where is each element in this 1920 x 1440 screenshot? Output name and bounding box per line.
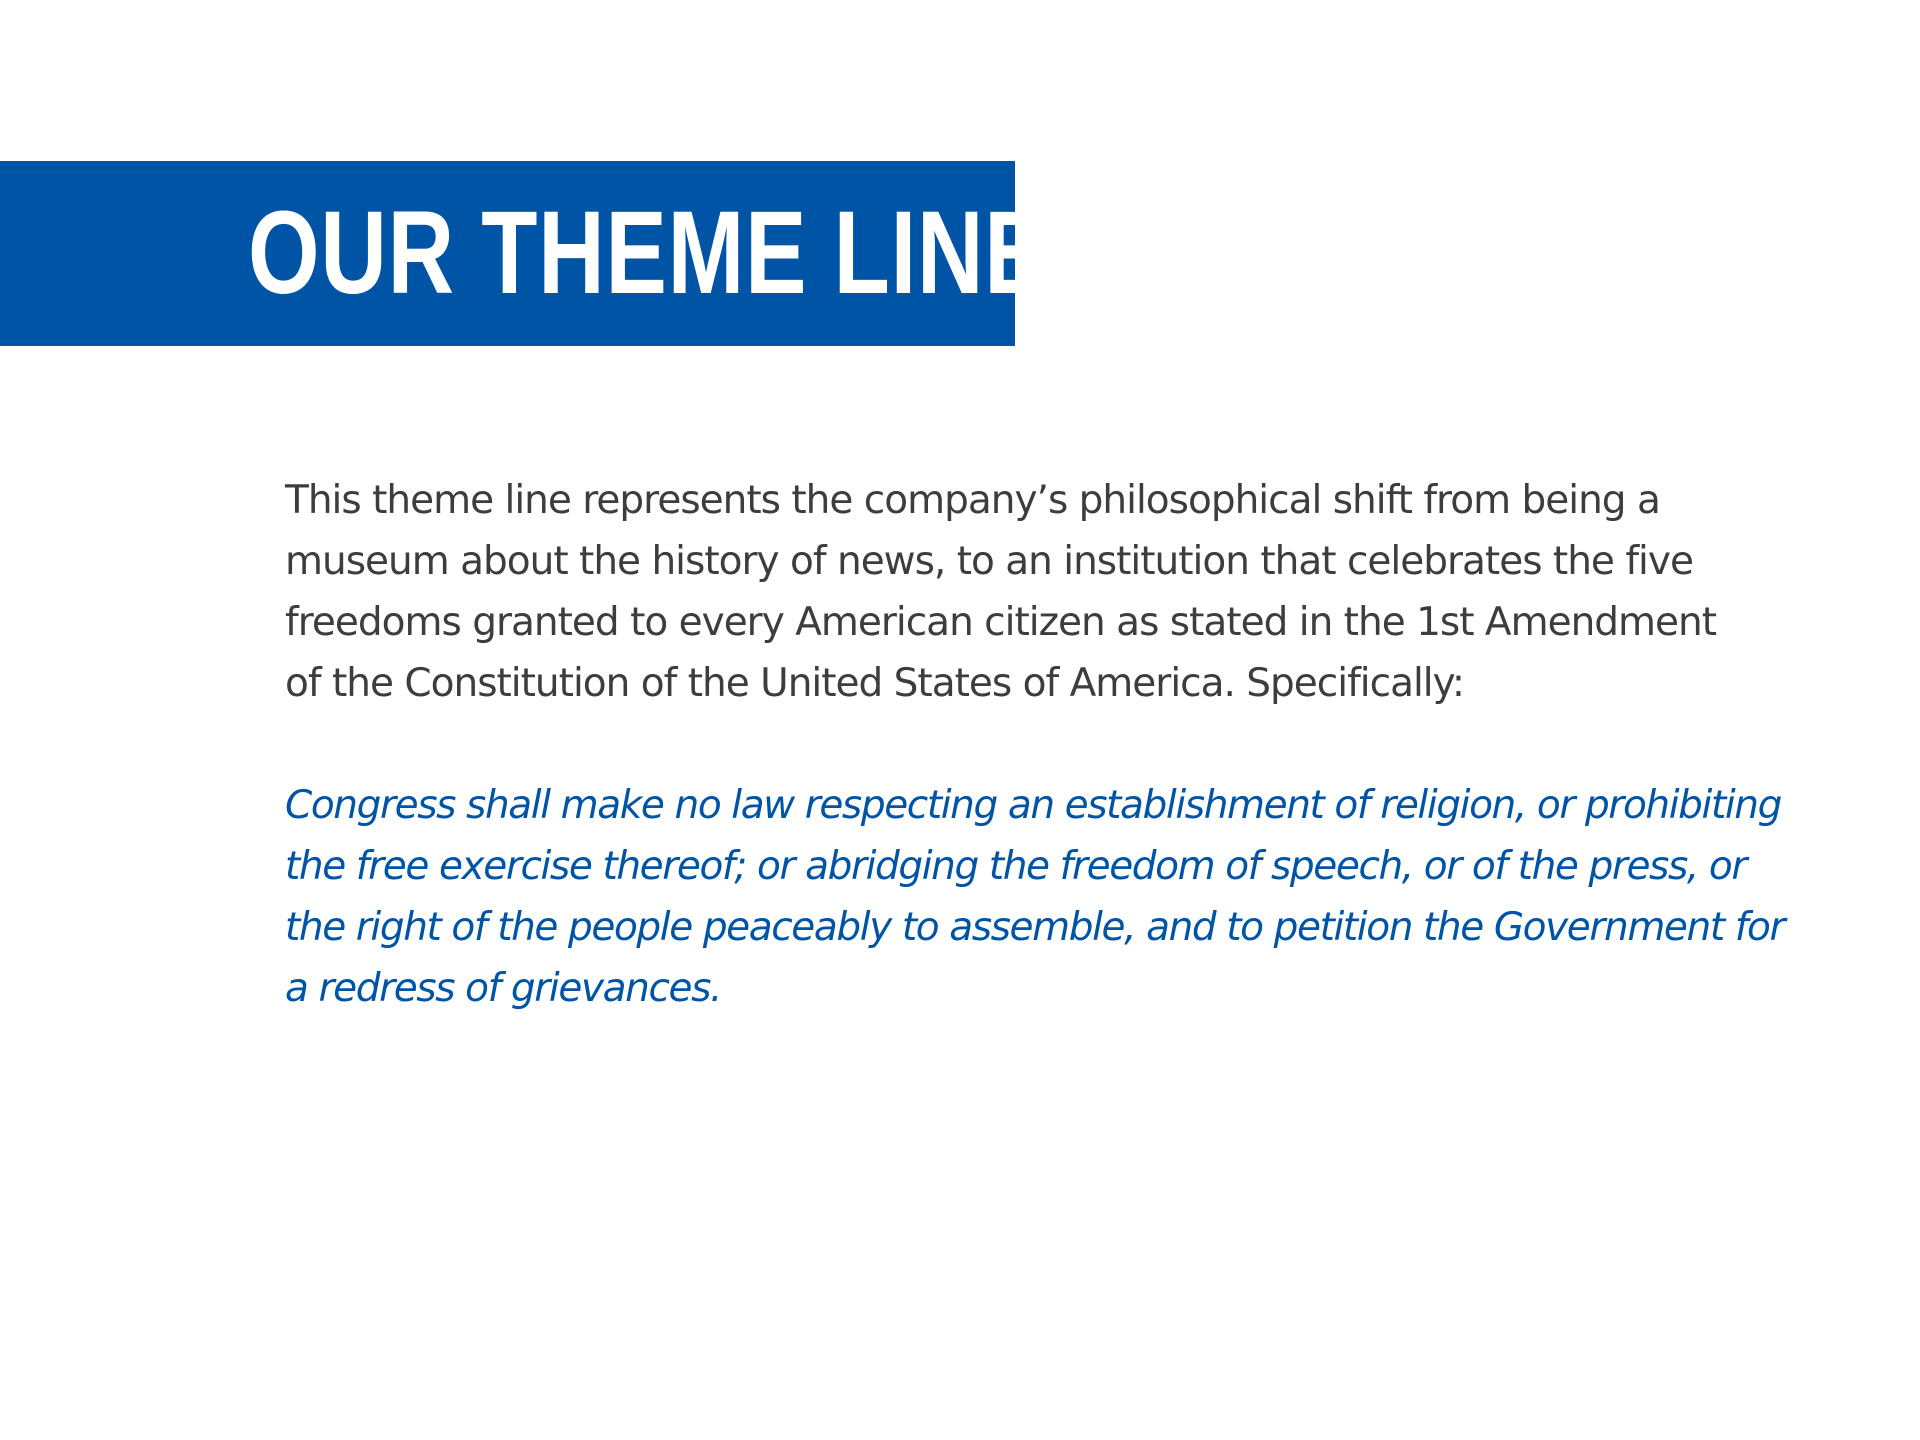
page-title: OUR THEME LINE <box>248 187 1047 319</box>
intro-line: museum about the history of news, to an institution that celebrates the five <box>285 539 1693 584</box>
intro-line: This theme line represents the company’s philosophical shift from being a <box>285 478 1660 523</box>
intro-line: of the Constitution of the United States of America. Specifically: <box>285 661 1465 706</box>
title-banner <box>0 161 1047 346</box>
quote-line: a redress of grievances. <box>285 966 721 1011</box>
quote-line: the right of the people peaceably to assemble, and to petition the Government for <box>285 905 1785 950</box>
intro-paragraph <box>285 470 1717 714</box>
quote-line: Congress shall make no law respecting an establishment of religion, or prohibiting <box>285 783 1781 828</box>
quote-line: the free exercise thereof; or abridging the freedom of speech, or of the press, or <box>285 844 1746 889</box>
amendment-quote <box>285 775 1785 1019</box>
intro-line: freedoms granted to every American citizen as stated in the 1st Amendment <box>285 600 1717 645</box>
